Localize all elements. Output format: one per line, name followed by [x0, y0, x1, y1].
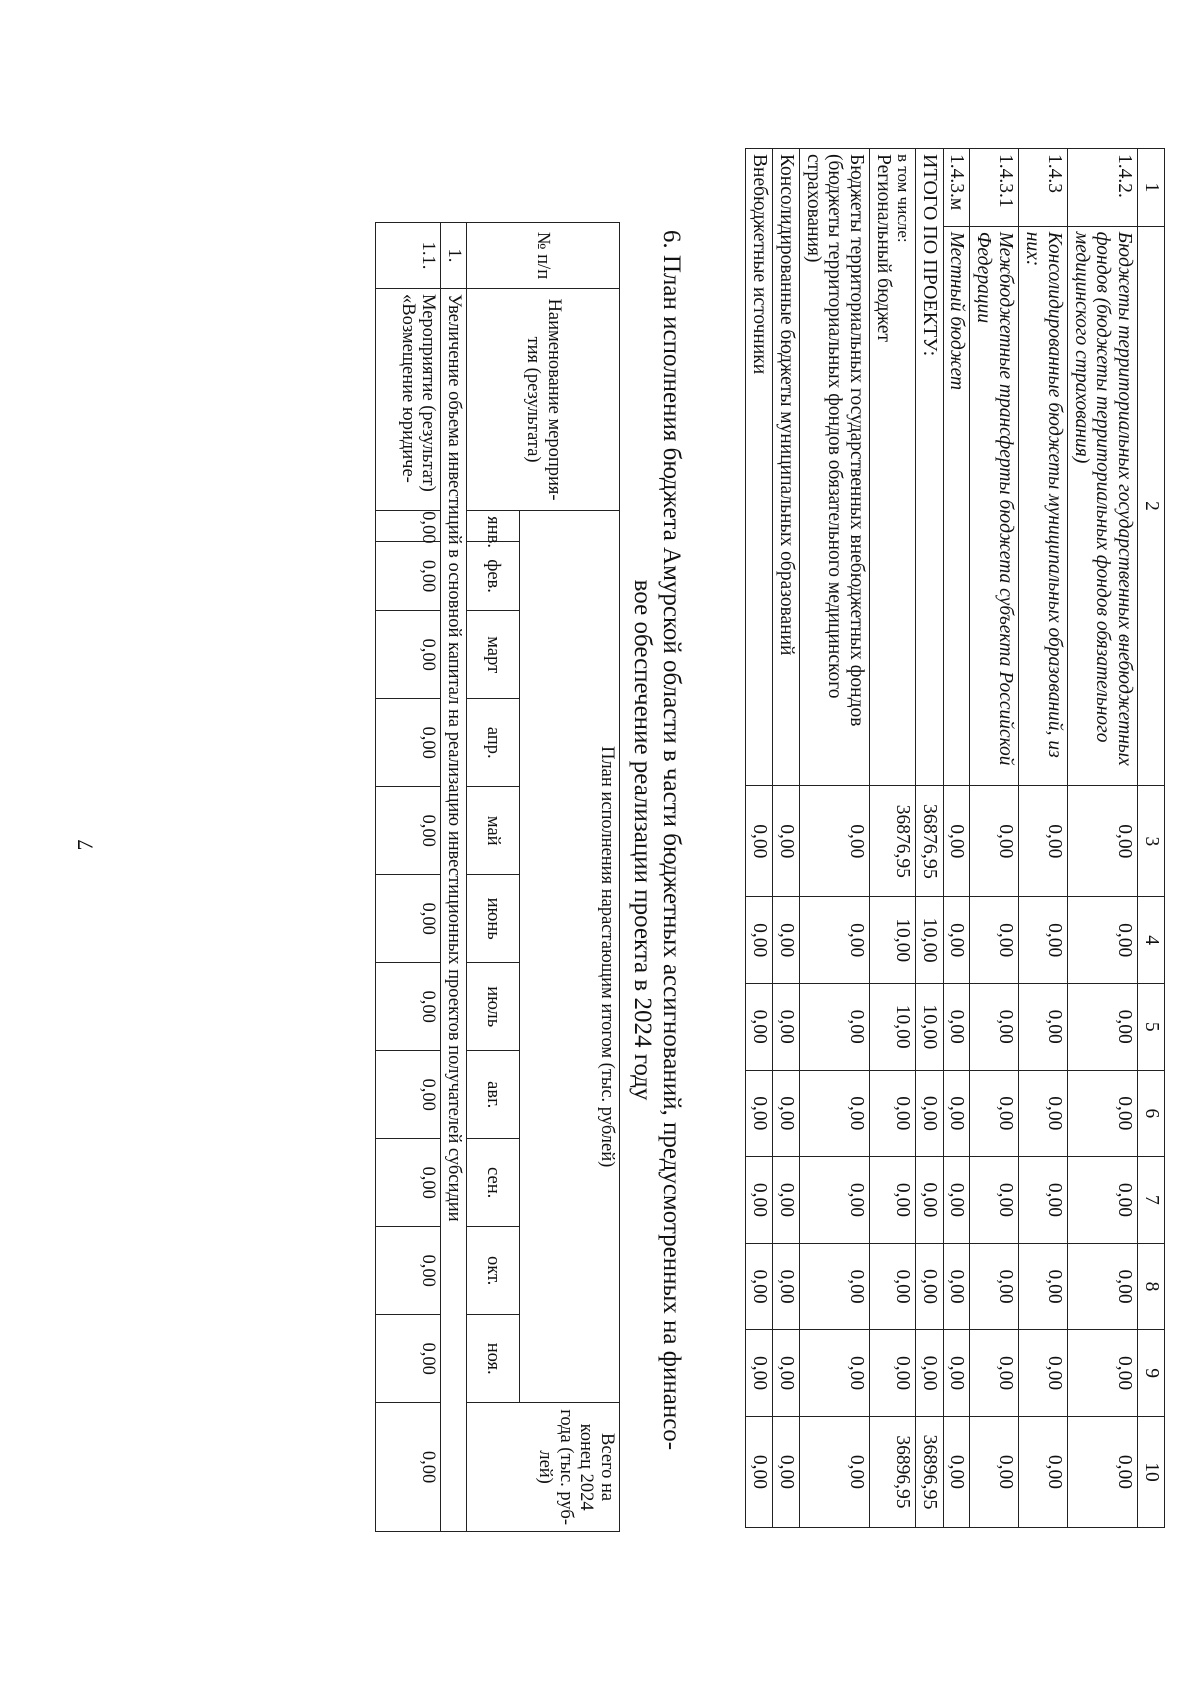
value-cell: 0,00 [376, 699, 441, 787]
page-number: 7 [72, 839, 98, 851]
value-cell: 0,00 [970, 1157, 1019, 1244]
value-cell: 0,00 [376, 787, 441, 875]
table-row [870, 149, 916, 1528]
value-cell: 0,00 [970, 1070, 1019, 1157]
value-cell: 0,00 [970, 983, 1019, 1070]
value-cell: 0,00 [746, 1416, 773, 1527]
month-header: март [467, 611, 520, 699]
month-header: июль [467, 963, 520, 1051]
header-cell: 6 [1138, 1070, 1165, 1157]
section-title [628, 150, 686, 1530]
value-cell: 0,00 [1019, 897, 1068, 984]
section-title-line: вое обеспечение реализации проекта в 2024 году [629, 579, 657, 1101]
value-cell: 0,00 [746, 1157, 773, 1244]
plan-header: План исполнения нарастающим итогом (тыс. рублей) [520, 511, 620, 1403]
header-cell: 5 [1138, 983, 1165, 1070]
value-cell: 0,00 [916, 1157, 943, 1244]
table-row [376, 223, 441, 1532]
value-cell: 0,00 [1067, 1243, 1137, 1330]
table-row [746, 149, 773, 1528]
group-row [441, 223, 467, 1532]
value-cell: 10,00 [870, 983, 916, 1070]
value-cell: 0,00 [1067, 983, 1137, 1070]
value-cell: 0,00 [772, 1243, 799, 1330]
table-row [1067, 149, 1137, 1528]
month-header: май [467, 787, 520, 875]
row-code: 1.4.3.м [943, 149, 970, 227]
value-cell: 0,00 [376, 1227, 441, 1315]
row-name: Консолидированные бюджеты муниципальных образований [772, 149, 799, 786]
value-cell: 0,00 [1067, 1416, 1137, 1527]
budget-sources-table [745, 148, 1165, 1528]
row-name: Бюджеты территориальных государственных внебюджетных фондов (бюджеты территориальных фондов обязательного медицинского страхования) [1067, 226, 1137, 786]
table-row [970, 149, 1019, 1528]
value-cell: 0,00 [746, 786, 773, 897]
value-cell: 0,00 [746, 1070, 773, 1157]
header-cell: 10 [1138, 1416, 1165, 1527]
group-row-text: Увеличение объема инвестиций в основной капитал на реализацию инвестиционных проектов получателей субсидии [441, 288, 467, 1531]
value-cell: 36876,95 [870, 786, 916, 897]
header-cell: 2 [1138, 226, 1165, 786]
value-cell: 0,00 [943, 1070, 970, 1157]
value-cell: 0,00 [772, 1070, 799, 1157]
value-cell: 0,00 [772, 1416, 799, 1527]
value-cell: 0,00 [870, 1330, 916, 1417]
month-header: июнь [467, 875, 520, 963]
table-row [943, 149, 970, 1528]
value-cell: 0,00 [943, 983, 970, 1070]
month-header: авг. [467, 1051, 520, 1139]
budget-plan-table [375, 222, 620, 1532]
value-cell: 0,00 [376, 1051, 441, 1139]
row-name: Бюджеты территориальных государственных внебюджетных фондов (бюджеты территориальных фондов обязательного медицинского страхования) [799, 149, 869, 786]
value-cell: 0,00 [376, 1139, 441, 1227]
value-cell: 0,00 [799, 1157, 869, 1244]
row-code: 1.4.3.1 [970, 149, 1019, 227]
value-cell: 0,00 [970, 1416, 1019, 1527]
including-label: в том числе: [894, 154, 914, 243]
row-number: 1. [441, 223, 467, 289]
value-cell: 0,00 [1019, 1416, 1068, 1527]
value-cell: 0,00 [1019, 1243, 1068, 1330]
header-cell: 7 [1138, 1157, 1165, 1244]
value-cell: 36876,95 [916, 786, 943, 897]
value-cell: 0,00 [1067, 897, 1137, 984]
value-cell: 0,00 [799, 1330, 869, 1417]
value-cell: 0,00 [870, 1157, 916, 1244]
row-name: Местный бюджет [943, 226, 970, 786]
value-cell: 0,00 [772, 1157, 799, 1244]
value-cell: 0,00 [376, 1315, 441, 1403]
header-cell: 3 [1138, 786, 1165, 897]
month-header: окт. [467, 1227, 520, 1315]
value-cell: 0,00 [799, 1070, 869, 1157]
value-cell: 0,00 [1019, 786, 1068, 897]
total-label: ИТОГО ПО ПРОЕКТУ: [916, 149, 943, 786]
value-cell: 0,00 [772, 897, 799, 984]
value-cell: 10,00 [916, 983, 943, 1070]
value-cell: 0,00 [376, 963, 441, 1051]
row-name [870, 149, 916, 786]
row-name: Консолидированные бюджеты муниципальных образований, из них: [1019, 226, 1068, 786]
value-cell: 0,00 [916, 1243, 943, 1330]
value-cell: 0,00 [870, 1070, 916, 1157]
value-cell: 36896,95 [870, 1416, 916, 1527]
total-row [916, 149, 943, 1528]
value-cell: 0,00 [1067, 786, 1137, 897]
value-cell: 0,00 [376, 541, 441, 610]
value-cell: 0,00 [916, 1330, 943, 1417]
value-cell: 10,00 [870, 897, 916, 984]
value-cell: 0,00 [943, 1243, 970, 1330]
value-cell: 0,00 [943, 1330, 970, 1417]
rotated-page-content [145, 110, 1195, 1550]
value-cell: 0,00 [1019, 1330, 1068, 1417]
month-header: ноя. [467, 1315, 520, 1403]
value-cell: 0,00 [799, 1243, 869, 1330]
row-code: 1.4.2. [1067, 149, 1137, 227]
value-cell: 0,00 [746, 983, 773, 1070]
value-cell: 36896,95 [916, 1416, 943, 1527]
value-cell: 0,00 [746, 897, 773, 984]
value-cell: 0,00 [772, 786, 799, 897]
table-row [772, 149, 799, 1528]
value-cell: 0,00 [799, 897, 869, 984]
value-cell: 0,00 [970, 1243, 1019, 1330]
month-header: янв. [467, 511, 520, 542]
value-cell: 0,00 [943, 1157, 970, 1244]
row-name: Внебюджетные источники [746, 149, 773, 786]
table-header-row [1138, 149, 1165, 1528]
total-header: Всего на конец 2024 года (тыс. руб-лей) [467, 1403, 620, 1532]
value-cell: 0,00 [916, 1070, 943, 1157]
col-name-header: Наименование мероприя-тия (результата) [467, 288, 620, 510]
value-cell: 0,00 [1019, 1157, 1068, 1244]
value-cell: 0,00 [1067, 1070, 1137, 1157]
value-cell: 0,00 [970, 786, 1019, 897]
value-cell: 0,00 [970, 897, 1019, 984]
value-cell: 0,00 [943, 897, 970, 984]
value-cell: 0,00 [376, 875, 441, 963]
value-cell: 0,00 [799, 1416, 869, 1527]
section-title-line: 6. План исполнения бюджета Амурской области в части бюджетных ассигнований, предусмотренных на финансо- [658, 229, 685, 1451]
value-cell: 0,00 [799, 786, 869, 897]
header-cell: 1 [1138, 149, 1165, 227]
row-number: 1.1. [376, 223, 441, 289]
table-row [799, 149, 869, 1528]
row-name-text: Региональный бюджет [873, 154, 895, 342]
value-cell: 0,00 [943, 1416, 970, 1527]
header-cell: 4 [1138, 897, 1165, 984]
value-cell: 0,00 [1019, 1070, 1068, 1157]
value-cell: 0,00 [772, 983, 799, 1070]
table-header-row [520, 223, 620, 1532]
value-cell: 0,00 [1067, 1157, 1137, 1244]
value-cell: 0,00 [376, 611, 441, 699]
month-header: апр. [467, 699, 520, 787]
value-cell: 0,00 [943, 786, 970, 897]
value-cell: 0,00 [970, 1330, 1019, 1417]
month-header: фев. [467, 541, 520, 610]
table-row [1019, 149, 1068, 1528]
value-cell: 0,00 [1067, 1330, 1137, 1417]
value-cell: 0,00 [746, 1243, 773, 1330]
row-code: 1.4.3 [1019, 149, 1068, 227]
header-cell: 9 [1138, 1330, 1165, 1417]
value-cell: 0,00 [376, 511, 441, 542]
value-cell: 0,00 [870, 1243, 916, 1330]
row-name: Межбюджетные трансферты бюджета субъекта Российской Федерации [970, 226, 1019, 786]
total-value-cell: 0,00 [376, 1403, 441, 1532]
month-header: сен. [467, 1139, 520, 1227]
header-cell: 8 [1138, 1243, 1165, 1330]
value-cell: 0,00 [746, 1330, 773, 1417]
col-number-header: № п/п [467, 223, 620, 289]
row-name: Мероприятие (результат) «Возмещение юридиче- [376, 288, 441, 510]
value-cell: 0,00 [1019, 983, 1068, 1070]
value-cell: 0,00 [772, 1330, 799, 1417]
value-cell: 10,00 [916, 897, 943, 984]
value-cell: 0,00 [799, 983, 869, 1070]
